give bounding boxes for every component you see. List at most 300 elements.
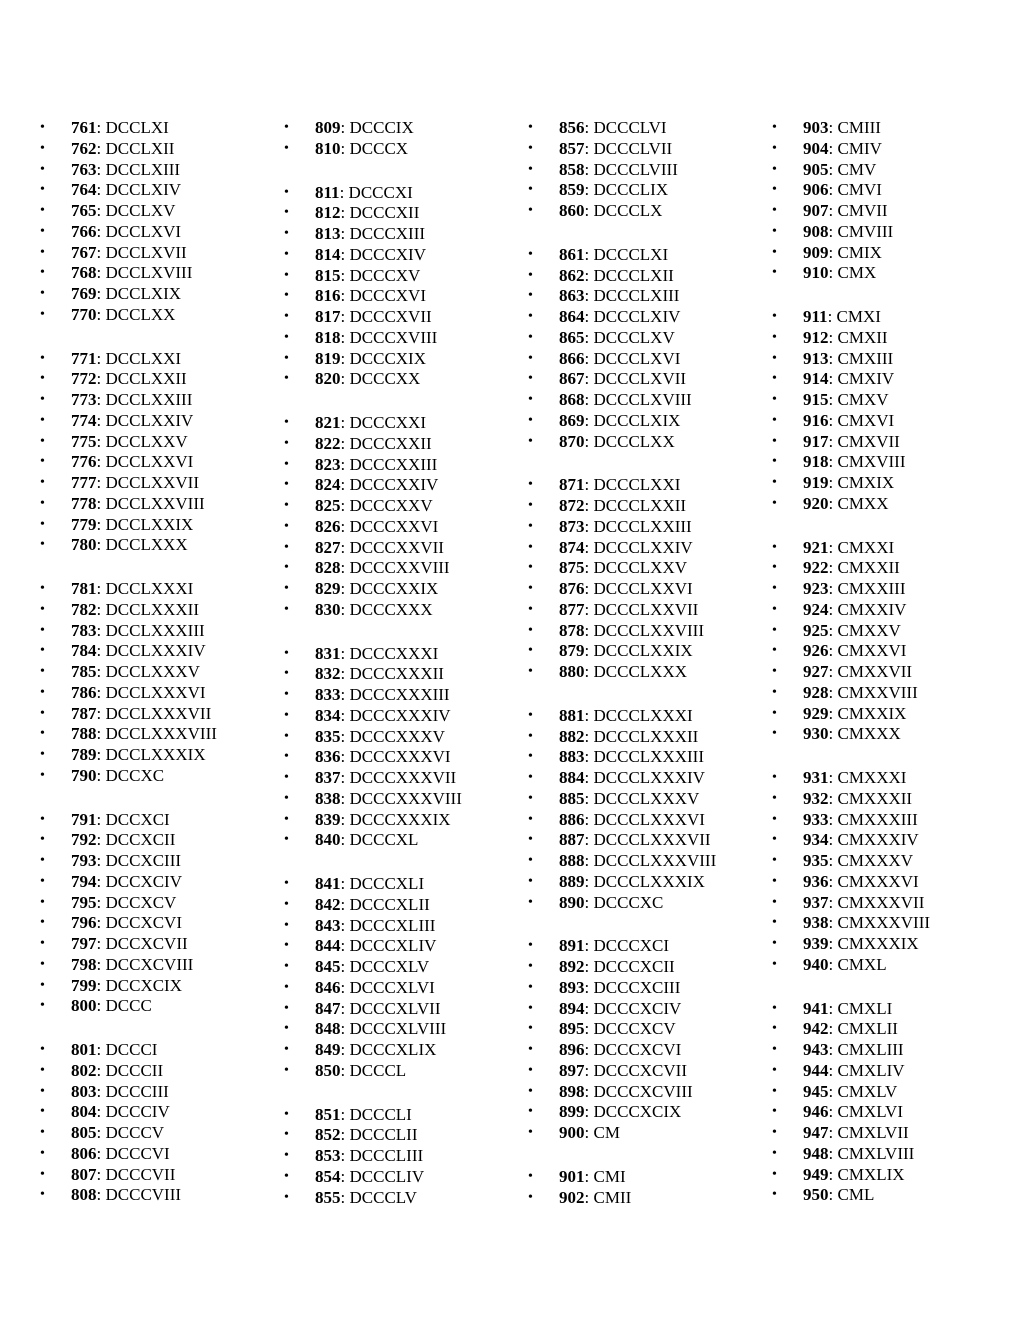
- list-item: [772, 1144, 1012, 1165]
- list-item: [40, 263, 280, 284]
- list-item: [772, 328, 1012, 349]
- arabic-number: 820: [315, 369, 341, 389]
- arabic-number: 850: [315, 1060, 341, 1080]
- separator: :: [340, 327, 350, 347]
- bullet-icon: •: [284, 415, 289, 430]
- roman-numeral: DCCXCI: [105, 809, 170, 829]
- separator: :: [340, 809, 350, 829]
- roman-numeral: DCCLXIII: [105, 159, 181, 179]
- separator: :: [96, 159, 106, 179]
- list-item: [528, 1123, 768, 1144]
- bullet-icon: •: [528, 267, 533, 283]
- separator: :: [96, 390, 106, 409]
- roman-numeral: DCCCIX: [349, 118, 414, 137]
- bullet-icon: •: [772, 770, 777, 785]
- list-item: [528, 621, 768, 642]
- roman-numeral: CMIX: [837, 242, 882, 262]
- bullet-icon: •: [528, 1000, 533, 1016]
- roman-numeral: DCCCIV: [105, 1102, 170, 1122]
- roman-numeral: DCCCVIII: [105, 1185, 182, 1205]
- roman-numeral: DCCCXIV: [349, 244, 426, 264]
- list-item: [528, 662, 768, 683]
- list-item: [284, 747, 524, 768]
- arabic-number: 854: [315, 1166, 341, 1186]
- roman-numeral: CMXLVIII: [837, 1143, 915, 1163]
- arabic-number: 920: [803, 493, 829, 513]
- roman-numeral: DCCLXIX: [105, 284, 182, 303]
- separator: :: [340, 307, 350, 326]
- roman-numeral: CMXLIX: [837, 1164, 905, 1184]
- separator: :: [340, 224, 350, 243]
- arabic-number: 789: [71, 745, 97, 764]
- arabic-number: 830: [315, 599, 341, 619]
- bullet-icon: •: [772, 1021, 777, 1037]
- roman-numeral: CMXXII: [837, 558, 900, 578]
- bullet-icon: •: [40, 475, 45, 490]
- bullet-icon: •: [40, 537, 45, 553]
- roman-numeral: DCCLXXXIV: [105, 641, 206, 661]
- bullet-icon: •: [284, 246, 289, 262]
- bullet-icon: •: [40, 601, 45, 617]
- roman-numeral: DCCLXV: [105, 201, 176, 220]
- arabic-number: 871: [559, 475, 585, 495]
- bullet-icon: •: [772, 790, 777, 806]
- bullet-icon: •: [284, 645, 289, 661]
- separator: :: [828, 1040, 838, 1059]
- list-item: [528, 872, 768, 893]
- bullet-icon: •: [40, 120, 45, 135]
- bullet-icon: •: [40, 977, 45, 993]
- list-item: [772, 893, 1012, 914]
- list-item: [772, 872, 1012, 893]
- roman-numeral: DCCCX: [349, 138, 409, 158]
- list-item: [40, 305, 280, 326]
- bullet-icon: •: [40, 371, 45, 387]
- list-column-1: [40, 118, 280, 1229]
- bullet-icon: •: [40, 747, 45, 762]
- list-item: [528, 1040, 768, 1061]
- separator: :: [584, 286, 594, 306]
- arabic-number: 950: [803, 1185, 829, 1205]
- list-item: [40, 284, 280, 305]
- list-item: [772, 538, 1012, 559]
- roman-numeral: DCCCXXXI: [349, 643, 439, 663]
- roman-numeral: CMXLVII: [837, 1123, 909, 1142]
- separator: :: [828, 724, 838, 744]
- arabic-number: 762: [71, 138, 97, 158]
- bullet-icon: •: [772, 622, 777, 638]
- separator: :: [340, 265, 350, 285]
- list-item: [284, 1146, 524, 1167]
- bullet-icon: •: [40, 1104, 45, 1120]
- bullet-icon: •: [284, 1106, 289, 1122]
- list-item: [284, 349, 524, 370]
- separator: :: [340, 1060, 350, 1080]
- roman-numeral: CMXXVIII: [837, 682, 918, 702]
- list-item: [284, 434, 524, 455]
- list-item: [528, 1188, 768, 1209]
- bullet-icon: •: [284, 267, 289, 283]
- bullet-icon: •: [772, 1104, 777, 1120]
- arabic-number: 866: [559, 348, 585, 368]
- roman-numeral: DCCCXV: [349, 265, 421, 285]
- separator: :: [340, 475, 350, 495]
- roman-numeral: DCCCXXVIII: [349, 558, 450, 578]
- list-item: [772, 934, 1012, 955]
- bullet-icon: •: [284, 560, 289, 576]
- arabic-number: 784: [71, 641, 97, 661]
- list-item: [284, 579, 524, 600]
- list-group: [284, 413, 524, 621]
- list-item: [40, 494, 280, 515]
- roman-numeral: DCCLXVIII: [105, 263, 193, 283]
- bullet-icon: •: [40, 581, 45, 596]
- arabic-number: 935: [803, 851, 829, 870]
- list-item: [284, 245, 524, 266]
- bullet-icon: •: [40, 1125, 45, 1140]
- list-item: [40, 955, 280, 976]
- list-item: [284, 768, 524, 789]
- list-item: [528, 936, 768, 957]
- roman-numeral: DCCCXCIII: [593, 977, 681, 997]
- bullet-icon: •: [772, 1187, 777, 1203]
- list-group: [40, 810, 280, 1018]
- roman-numeral: DCCCLXIX: [593, 410, 681, 430]
- list-item: [772, 1123, 1012, 1144]
- list-item: [528, 727, 768, 748]
- arabic-number: 907: [803, 201, 829, 220]
- roman-numeral: DCCCXII: [349, 203, 420, 223]
- separator: :: [340, 454, 350, 474]
- bullet-icon: •: [528, 749, 533, 765]
- list-item: [772, 494, 1012, 515]
- arabic-number: 808: [71, 1185, 97, 1205]
- list-group: [528, 1167, 768, 1209]
- roman-numeral: DCCCLXXIX: [593, 641, 693, 661]
- separator: :: [828, 369, 838, 389]
- list-group: [40, 1040, 280, 1206]
- arabic-number: 840: [315, 830, 341, 850]
- arabic-number: 775: [71, 431, 97, 451]
- arabic-number: 931: [803, 768, 829, 787]
- arabic-number: 785: [71, 662, 97, 681]
- roman-numeral: CMXLIII: [837, 1040, 904, 1059]
- list-item: [772, 830, 1012, 851]
- list-item: [772, 724, 1012, 745]
- bullet-icon: •: [284, 1127, 289, 1143]
- separator: :: [340, 915, 350, 935]
- list-item: [772, 913, 1012, 934]
- list-item: [40, 662, 280, 683]
- separator: :: [584, 138, 594, 158]
- arabic-number: 872: [559, 496, 585, 515]
- list-item: [40, 411, 280, 432]
- list-item: [772, 1185, 1012, 1206]
- separator: :: [340, 726, 350, 746]
- list-item: [284, 1167, 524, 1188]
- roman-numeral: DCCCLXXXVIII: [593, 851, 717, 870]
- bullet-icon: •: [772, 350, 777, 366]
- roman-numeral: DCCCXXVII: [349, 537, 444, 557]
- arabic-number: 823: [315, 454, 341, 474]
- arabic-number: 851: [315, 1104, 341, 1124]
- list-item: [284, 789, 524, 810]
- separator: :: [828, 641, 838, 661]
- separator: :: [828, 1102, 838, 1122]
- roman-numeral: DCCCXLIV: [349, 936, 437, 956]
- list-item: [284, 328, 524, 349]
- roman-numeral: DCCCXXIII: [349, 454, 438, 474]
- bullet-icon: •: [40, 1145, 45, 1161]
- bullet-icon: •: [40, 182, 45, 198]
- separator: :: [340, 496, 350, 515]
- arabic-number: 909: [803, 242, 829, 262]
- separator: :: [584, 871, 594, 891]
- list-item: [40, 872, 280, 893]
- list-item: [528, 180, 768, 201]
- bullet-icon: •: [528, 853, 533, 868]
- roman-numeral: CMXIX: [837, 473, 895, 492]
- separator: :: [828, 1019, 838, 1039]
- list-item: [284, 727, 524, 748]
- bullet-icon: •: [528, 518, 533, 534]
- separator: :: [96, 138, 106, 158]
- list-item: [528, 307, 768, 328]
- list-group: [284, 183, 524, 391]
- bullet-icon: •: [772, 832, 777, 848]
- roman-numeral: DCCCLXXVIII: [593, 620, 704, 640]
- arabic-number: 882: [559, 726, 585, 746]
- arabic-number: 942: [803, 1019, 829, 1039]
- arabic-number: 904: [803, 138, 829, 158]
- list-item: [528, 496, 768, 517]
- roman-numeral: DCCCXXIV: [349, 475, 439, 495]
- arabic-number: 905: [803, 159, 829, 179]
- roman-numeral: DCCCLXVI: [593, 348, 681, 368]
- separator: :: [828, 201, 838, 220]
- arabic-number: 896: [559, 1040, 585, 1059]
- list-item: [528, 139, 768, 160]
- bullet-icon: •: [772, 433, 777, 449]
- roman-numeral: CMXXXII: [837, 788, 913, 808]
- roman-numeral: DCCLXIV: [105, 180, 182, 200]
- separator: :: [96, 1040, 106, 1059]
- bullet-icon: •: [40, 1042, 45, 1057]
- separator: :: [340, 537, 350, 557]
- bullet-icon: •: [528, 1189, 533, 1205]
- list-item: [772, 473, 1012, 494]
- arabic-number: 894: [559, 998, 585, 1018]
- separator: :: [339, 182, 349, 202]
- arabic-number: 868: [559, 390, 585, 409]
- arabic-number: 767: [71, 242, 97, 262]
- list-item: [40, 683, 280, 704]
- roman-numeral: DCCLXI: [105, 118, 169, 137]
- separator: :: [584, 1123, 594, 1142]
- roman-numeral: DCCCLXII: [593, 265, 674, 285]
- roman-numeral: DCCCLXXXVII: [593, 830, 711, 850]
- roman-numeral: DCCCLXXIII: [593, 516, 692, 536]
- separator: :: [96, 473, 106, 492]
- separator: :: [96, 745, 106, 764]
- list-item: [284, 538, 524, 559]
- roman-numeral: DCCCXXXIX: [349, 809, 451, 829]
- bullet-icon: •: [40, 1083, 45, 1099]
- list-item: [40, 934, 280, 955]
- separator: :: [340, 894, 350, 914]
- separator: :: [340, 1019, 350, 1039]
- list-item: [284, 496, 524, 517]
- arabic-number: 941: [803, 998, 829, 1018]
- bullet-icon: •: [528, 728, 533, 744]
- separator: :: [584, 1060, 594, 1080]
- list-item: [40, 452, 280, 473]
- bullet-icon: •: [40, 392, 45, 407]
- arabic-number: 795: [71, 892, 97, 912]
- arabic-number: 794: [71, 871, 97, 891]
- roman-numeral: DCCCLXXIV: [593, 537, 693, 557]
- separator: :: [340, 579, 350, 598]
- list-item: [40, 1040, 280, 1061]
- separator: :: [340, 516, 350, 536]
- separator: :: [96, 452, 106, 472]
- list-item: [284, 810, 524, 831]
- list-item: [772, 662, 1012, 683]
- bullet-icon: •: [284, 666, 289, 682]
- list-item: [284, 266, 524, 287]
- list-item: [528, 390, 768, 411]
- arabic-number: 925: [803, 620, 829, 640]
- bullet-icon: •: [772, 1145, 777, 1161]
- arabic-number: 812: [315, 203, 341, 223]
- roman-numeral: DCCCXLVI: [349, 977, 435, 997]
- separator: :: [828, 1185, 838, 1205]
- separator: :: [828, 913, 838, 933]
- separator: :: [828, 579, 838, 598]
- separator: :: [584, 369, 594, 389]
- arabic-number: 948: [803, 1143, 829, 1163]
- list-item: [40, 1165, 280, 1186]
- separator: :: [584, 159, 594, 179]
- arabic-number: 892: [559, 957, 585, 976]
- list-item: [528, 999, 768, 1020]
- separator: :: [96, 180, 106, 200]
- list-item: [772, 558, 1012, 579]
- separator: :: [584, 348, 594, 368]
- arabic-number: 779: [71, 514, 97, 534]
- roman-numeral: CML: [837, 1185, 875, 1205]
- list-item: [284, 455, 524, 476]
- bullet-icon: •: [40, 350, 45, 366]
- separator: :: [828, 263, 838, 283]
- arabic-number: 897: [559, 1060, 585, 1080]
- arabic-number: 845: [315, 957, 341, 976]
- list-item: [772, 452, 1012, 473]
- arabic-number: 763: [71, 159, 97, 179]
- bullet-icon: •: [40, 998, 45, 1014]
- bullet-icon: •: [40, 306, 45, 322]
- arabic-number: 777: [71, 473, 97, 492]
- separator: :: [96, 871, 106, 891]
- bullet-icon: •: [40, 956, 45, 972]
- separator: :: [96, 934, 106, 953]
- roman-numeral: DCCLXXX: [105, 535, 188, 555]
- separator: :: [584, 327, 594, 347]
- bullet-icon: •: [772, 244, 777, 260]
- roman-numeral: CMXLV: [837, 1081, 898, 1101]
- bullet-icon: •: [284, 518, 289, 534]
- bullet-icon: •: [40, 726, 45, 742]
- roman-numeral: CMXXXI: [837, 768, 907, 787]
- bullet-icon: •: [772, 1166, 777, 1182]
- separator: :: [584, 851, 594, 870]
- arabic-number: 849: [315, 1040, 341, 1059]
- roman-numeral: CMXXXV: [837, 851, 914, 870]
- bullet-icon: •: [40, 1166, 45, 1182]
- list-group: [284, 644, 524, 852]
- separator: :: [828, 138, 838, 158]
- separator: :: [96, 263, 106, 283]
- separator: :: [96, 1123, 106, 1142]
- arabic-number: 803: [71, 1081, 97, 1101]
- list-item: [528, 579, 768, 600]
- bullet-icon: •: [284, 1042, 289, 1057]
- bullet-icon: •: [772, 1042, 777, 1057]
- separator: :: [584, 265, 594, 285]
- separator: :: [96, 118, 106, 137]
- bullet-icon: •: [528, 601, 533, 617]
- bullet-icon: •: [528, 161, 533, 177]
- bullet-icon: •: [528, 770, 533, 785]
- bullet-icon: •: [284, 728, 289, 744]
- list-item: [772, 1082, 1012, 1103]
- arabic-number: 843: [315, 915, 341, 935]
- roman-numeral: DCCCXXV: [349, 496, 433, 515]
- separator: :: [340, 977, 350, 997]
- separator: :: [96, 514, 106, 534]
- arabic-number: 900: [559, 1123, 585, 1142]
- list-column-3: [528, 118, 768, 1231]
- list-item: [40, 621, 280, 642]
- separator: :: [828, 159, 838, 179]
- list-group: [40, 579, 280, 787]
- roman-numeral: CMXXXVI: [837, 871, 919, 891]
- separator: :: [828, 998, 838, 1018]
- separator: :: [584, 641, 594, 661]
- list-item: [40, 139, 280, 160]
- bullet-icon: •: [284, 770, 289, 785]
- roman-numeral: DCCC: [105, 996, 152, 1016]
- list-item: [40, 369, 280, 390]
- roman-numeral: DCCCXX: [349, 369, 421, 389]
- separator: :: [584, 747, 594, 767]
- arabic-number: 801: [71, 1040, 97, 1059]
- list-item: [40, 976, 280, 997]
- separator: :: [340, 643, 350, 663]
- arabic-number: 837: [315, 768, 341, 787]
- roman-numeral: DCCCXLIII: [349, 915, 436, 935]
- arabic-number: 860: [559, 201, 585, 220]
- list-item: [528, 1102, 768, 1123]
- arabic-number: 901: [559, 1166, 585, 1186]
- bullet-icon: •: [528, 392, 533, 407]
- roman-numeral: DCCCLXIV: [593, 307, 681, 326]
- arabic-number: 926: [803, 641, 829, 661]
- bullet-icon: •: [772, 936, 777, 951]
- arabic-number: 826: [315, 516, 341, 536]
- roman-numeral: DCCCLXXV: [593, 558, 687, 578]
- roman-numeral: CMXXXIV: [837, 830, 919, 850]
